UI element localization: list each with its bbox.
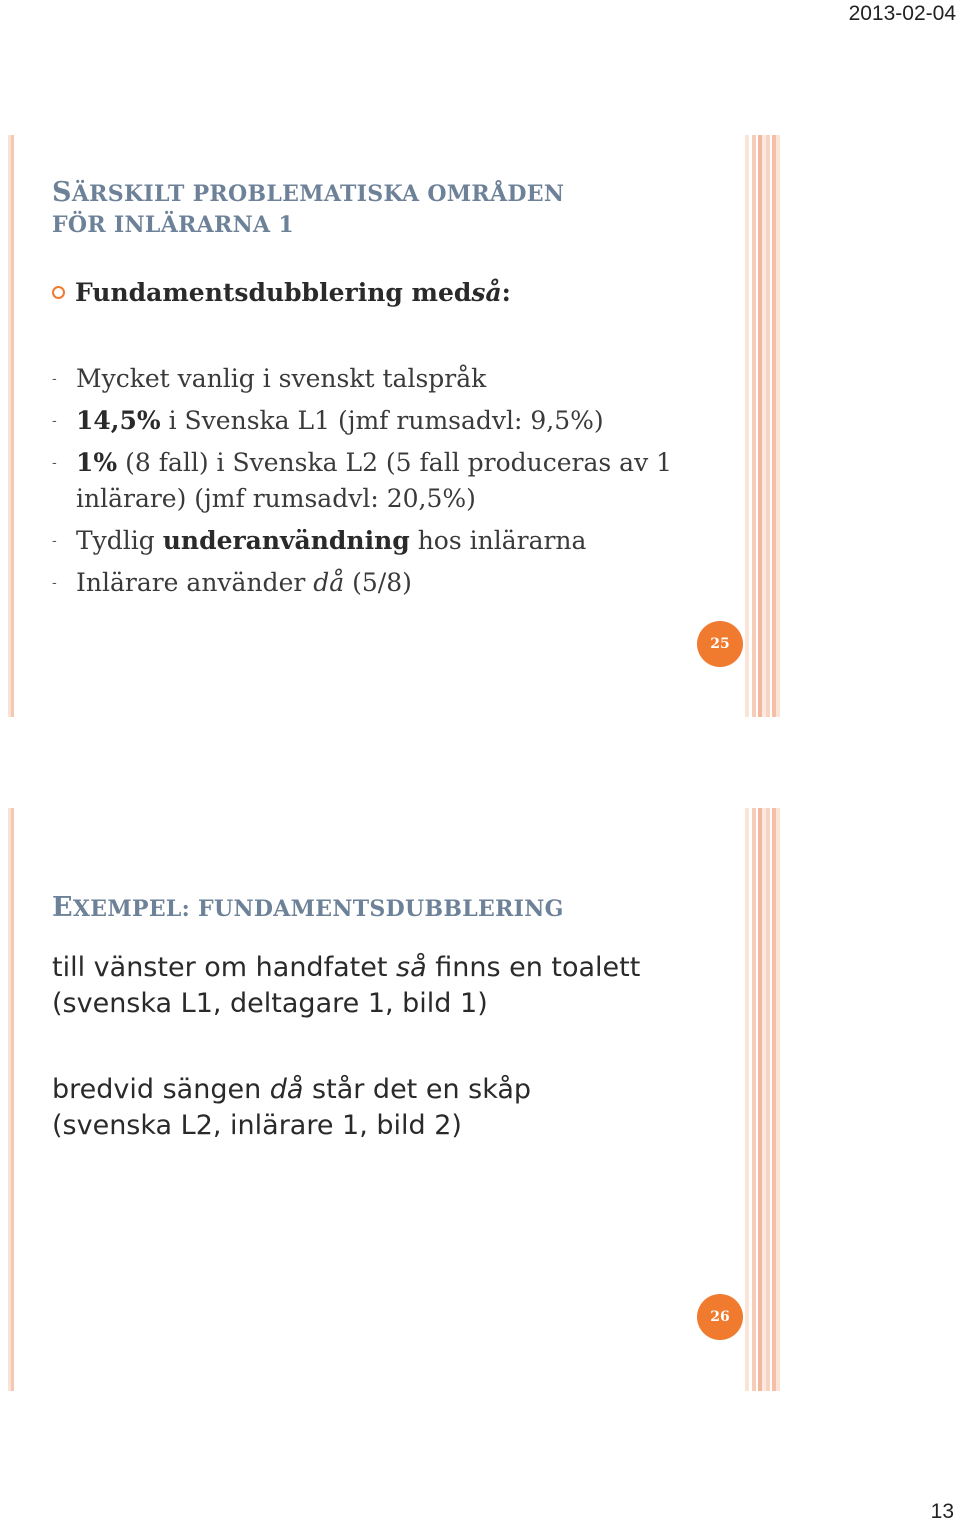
list-item-text: hos inlärarna xyxy=(409,526,587,555)
title-line-2: FÖR INLÄRARNA 1 xyxy=(52,212,294,239)
list-item-italic: då xyxy=(313,568,345,597)
list-item-bold: 14,5% xyxy=(76,406,161,435)
title-rest: ÄRSKILT PROBLEMATISKA OMRÅDEN xyxy=(71,181,565,207)
list-item-bold: 1% xyxy=(76,448,118,477)
title-line-1 xyxy=(52,175,702,211)
list-item-text-before: Tydlig xyxy=(76,526,163,555)
bullet-text-after: : xyxy=(501,278,511,307)
page-date: 2013-02-04 xyxy=(848,2,956,25)
list-item xyxy=(52,361,722,397)
list-item-text: i Svenska L1 (jmf rumsadvl: 9,5%) xyxy=(160,406,604,435)
page-number: 13 xyxy=(930,1500,954,1523)
title-initial: E xyxy=(52,892,73,923)
dash-list xyxy=(52,361,722,607)
list-item-text: (5/8) xyxy=(344,568,412,597)
title-line-1 xyxy=(52,890,564,926)
example-2 xyxy=(52,1072,732,1144)
circle-bullet-icon xyxy=(52,286,65,299)
slide-title xyxy=(52,890,564,926)
dash-marker: - xyxy=(52,413,57,429)
example-italic: så xyxy=(396,952,427,983)
list-item-text: Mycket vanlig i svenskt talspråk xyxy=(76,364,487,393)
dash-marker: - xyxy=(52,371,57,387)
dash-marker: - xyxy=(52,575,57,591)
example-1 xyxy=(52,950,732,1022)
slide-title xyxy=(52,175,702,241)
example-sentence xyxy=(52,950,732,986)
list-item-bold: underanvändning xyxy=(162,526,410,555)
example-sentence xyxy=(52,1072,732,1108)
right-decorative-stripe xyxy=(745,808,780,1391)
list-item xyxy=(52,403,722,439)
list-item xyxy=(52,565,722,601)
example-italic: då xyxy=(269,1074,304,1105)
bullet-text-italic: så xyxy=(471,278,502,307)
example-before: till vänster om handfatet xyxy=(52,952,396,983)
list-item-text: (8 fall) i Svenska L2 (5 fall produceras av 1 inlärare) (jmf rumsadvl: 20,5%) xyxy=(76,448,673,513)
bullet-text-before: Fundamentsdubblering med xyxy=(75,278,472,307)
left-decorative-stripe xyxy=(8,135,14,717)
example-source: (svenska L2, inlärare 1, bild 2) xyxy=(52,1110,462,1141)
right-decorative-stripe xyxy=(745,135,780,717)
list-item xyxy=(52,523,722,559)
title-rest: XEMPEL: FUNDAMENTSDUBBLERING xyxy=(72,896,564,922)
slide-25 xyxy=(0,135,960,717)
example-after: står det en skåp xyxy=(303,1074,532,1105)
slide-number-badge: 26 xyxy=(697,1294,743,1340)
list-item-text-before: Inlärare använder xyxy=(76,568,314,597)
dash-marker: - xyxy=(52,455,57,471)
example-after: finns en toalett xyxy=(426,952,641,983)
example-source: (svenska L1, deltagare 1, bild 1) xyxy=(52,988,488,1019)
slide-number-badge: 25 xyxy=(697,621,743,667)
slide-26 xyxy=(0,808,960,1391)
title-initial: S xyxy=(52,177,72,208)
left-decorative-stripe xyxy=(8,808,14,1391)
main-bullet xyxy=(52,278,511,307)
list-item xyxy=(52,445,722,517)
example-before: bredvid sängen xyxy=(52,1074,270,1105)
dash-marker: - xyxy=(52,533,57,549)
